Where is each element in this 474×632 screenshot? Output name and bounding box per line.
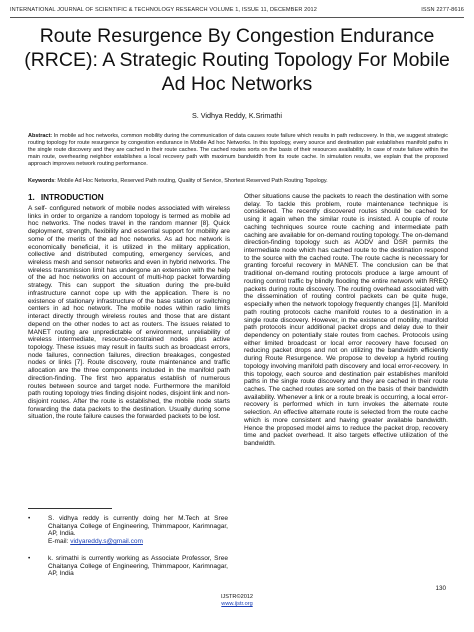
- keywords-label: Keywords: [28, 178, 55, 184]
- bio-text: k. srimathi is currently working as Associate Professor, Sree Chaitanya College of Engineering, Thimmapoor, Karimnagar, AP, India: [48, 554, 228, 578]
- abstract: [28, 133, 448, 168]
- issn: ISSN 2277-8616: [421, 7, 464, 13]
- keywords-text: : Mobile Ad Hoc Networks, Reserved Path routing, Quality of Service, Shortest Reserved Path Routing Topology.: [54, 178, 328, 184]
- intro-paragraph-right: Other situations cause the packets to reach the destination with some delay. To tackle this problem, route maintenance technique is considered. The recently discovered routes should be cached for using it again when the similar route is insisted. A couple of route caching techniques source route caching and intermediate path caching are available for on-demand routing topology. The on-demand direction-finding topology such as AODV and DSR permits the intermediate node which has cached route to the destination respond to the source with the cached route. The route cache is necessary for granting forceful recovery in MANET. The conclusion can be that traditional on-demand routing protocols produce a large amount of routing control traffic by blindly flooding the entire network with RREQ packets during route discovery. The routing overhead associated with the dissemination of routing control packets can be quite huge, especially when the network topology frequently changes [1]. Manifold path routing protocols cache manifold routes to a destination in a single route discovery. However, in the existence of mobility, manifold path protocols incur additional packet drops and delay due to their dependency on potentially stale routes from caches. Protocols using either limited broadcast or local error recovery have focused on reducing packet drops and not on utilizing the bandwidth efficiently during Route Resurgence. We propose to develop a hybrid routing topology involving manifold path discovery and local error-recovery. In this topology, each source and destination pair establishes manifold paths in the single route discovery and they are cached in their route caches. The cached routes are sorted on the basis of their bandwidth availability. Whenever a link or a route break is occurring, a local error-recovery is performed which in turn invokes the alternate route selection. An effective alternate route is selected from the route cache which is more consistent and having greater available bandwidth. Hence the proposed model aims to reduce the packet drop, recovery time and packet overhead. It also targets effective utilization of the bandwidth.: [244, 193, 449, 447]
- author-bio: [28, 515, 228, 546]
- journal-name: INTERNATIONAL JOURNAL OF SCIENTIFIC & TECHNOLOGY RESEARCH VOLUME 1, ISSUE 11, DECEMBER 2012: [10, 7, 317, 13]
- copyright: IJSTR©2012: [220, 594, 254, 600]
- paper-title: [20, 24, 454, 96]
- running-header: [10, 7, 464, 13]
- section-heading: [28, 193, 230, 203]
- header-rule: [10, 17, 464, 18]
- abstract-label: Abstract:: [28, 133, 53, 139]
- bullet-icon: •: [28, 554, 31, 562]
- page-footer: [0, 594, 474, 608]
- page-number: 130: [435, 585, 446, 592]
- left-column: [28, 193, 230, 421]
- email-link[interactable]: vidyareddy.s@gmail.com: [70, 538, 143, 546]
- author-bio: [28, 555, 228, 578]
- title-line: (RRCE): A Strategic Routing Topology For Mobile: [24, 49, 450, 71]
- title-line: Route Resurgence By Congestion Endurance: [39, 25, 435, 47]
- abstract-text: In mobile ad hoc networks, common mobility during the communication of data causes route failure which results in path rediscovery. In this, we suggest strategic routing topology for route resurgence by congestion endurance in Mobile Ad hoc Networks. In this topology, every source and destination pair establishes manifold paths in the single route discovery and they are cached in their route caches. The cached routes sorts on the basis of their resources availability. In case of route failure within the main route, overhearing neighbor establishes a local recovery path with maximum bandwidth from its route cache. In simulation results, we explain that the proposed approach improves network routing performance.: [28, 133, 448, 167]
- bio-text: S. vidhya reddy is currently doing her M.Tech at Sree Chaitanya College of Engineering, Thimmapoor, Karimnagar, AP, India.: [48, 515, 228, 538]
- keywords: [28, 178, 448, 185]
- footnote-rule: [28, 508, 112, 509]
- author-list: S. Vidhya Reddy, K.Srimathi: [191, 111, 283, 120]
- author-bios: [28, 515, 228, 587]
- section-title: INTRODUCTION: [40, 193, 104, 202]
- email-label: E-mail:: [48, 538, 71, 546]
- journal-url-link[interactable]: www.ijstr.org: [221, 601, 253, 607]
- section-number: 1.: [28, 193, 35, 202]
- title-line: Ad Hoc Networks: [161, 73, 313, 95]
- right-column: [244, 193, 448, 448]
- intro-paragraph-left: A self- configured network of mobile nodes associated with wireless links in order to organize a random topology is termed as mobile ad hoc networks. The nodes travel in the random manner [8]. Quick deployment, strength, flexibility and essential support for mobility are some of the merits of the ad hoc networks. As ad hoc network is economically beneficial, it is utilized in the military application, collective and distributed computing, emergency services, and wireless mesh and sensor networks and even in hybrid networks. The wireless transmission limit has undergone an extension with the help of the ad hoc networks on account of multi-hop packet forwarding strategy. This can support the situation during the pre-build infrastructure cannot cope up with the application. There is no existence of stationary infrastructure of the base station or switching centers in ad hoc network. The mobile nodes within radio limits interact directly through wireless routes and those that are distant depend on the other nodes to act as routers. The issues related to MANET routing are unpredictable of environment, unreliability of wireless intermediate, resource-constrained nodes plus active topology. These issues may result in faults such as broadcast errors, node failures, connection failures, direction breakages, congested nodes or links [7]. Route discovery, route maintenance and traffic allocation are the three components included in the manifold path direction-finding. The first two apparatus establish of numerous routes between source and target node. Furthermore the manifold path routing topology tries finding disjoint nodes, disjoint link and non-disjoint routes. After the route is established, the mobile node starts forwarding the data packets to the destination. Usually during some situation, the route failure causes the forwarded packets to be lost.: [28, 205, 230, 421]
- bullet-icon: •: [28, 515, 31, 522]
